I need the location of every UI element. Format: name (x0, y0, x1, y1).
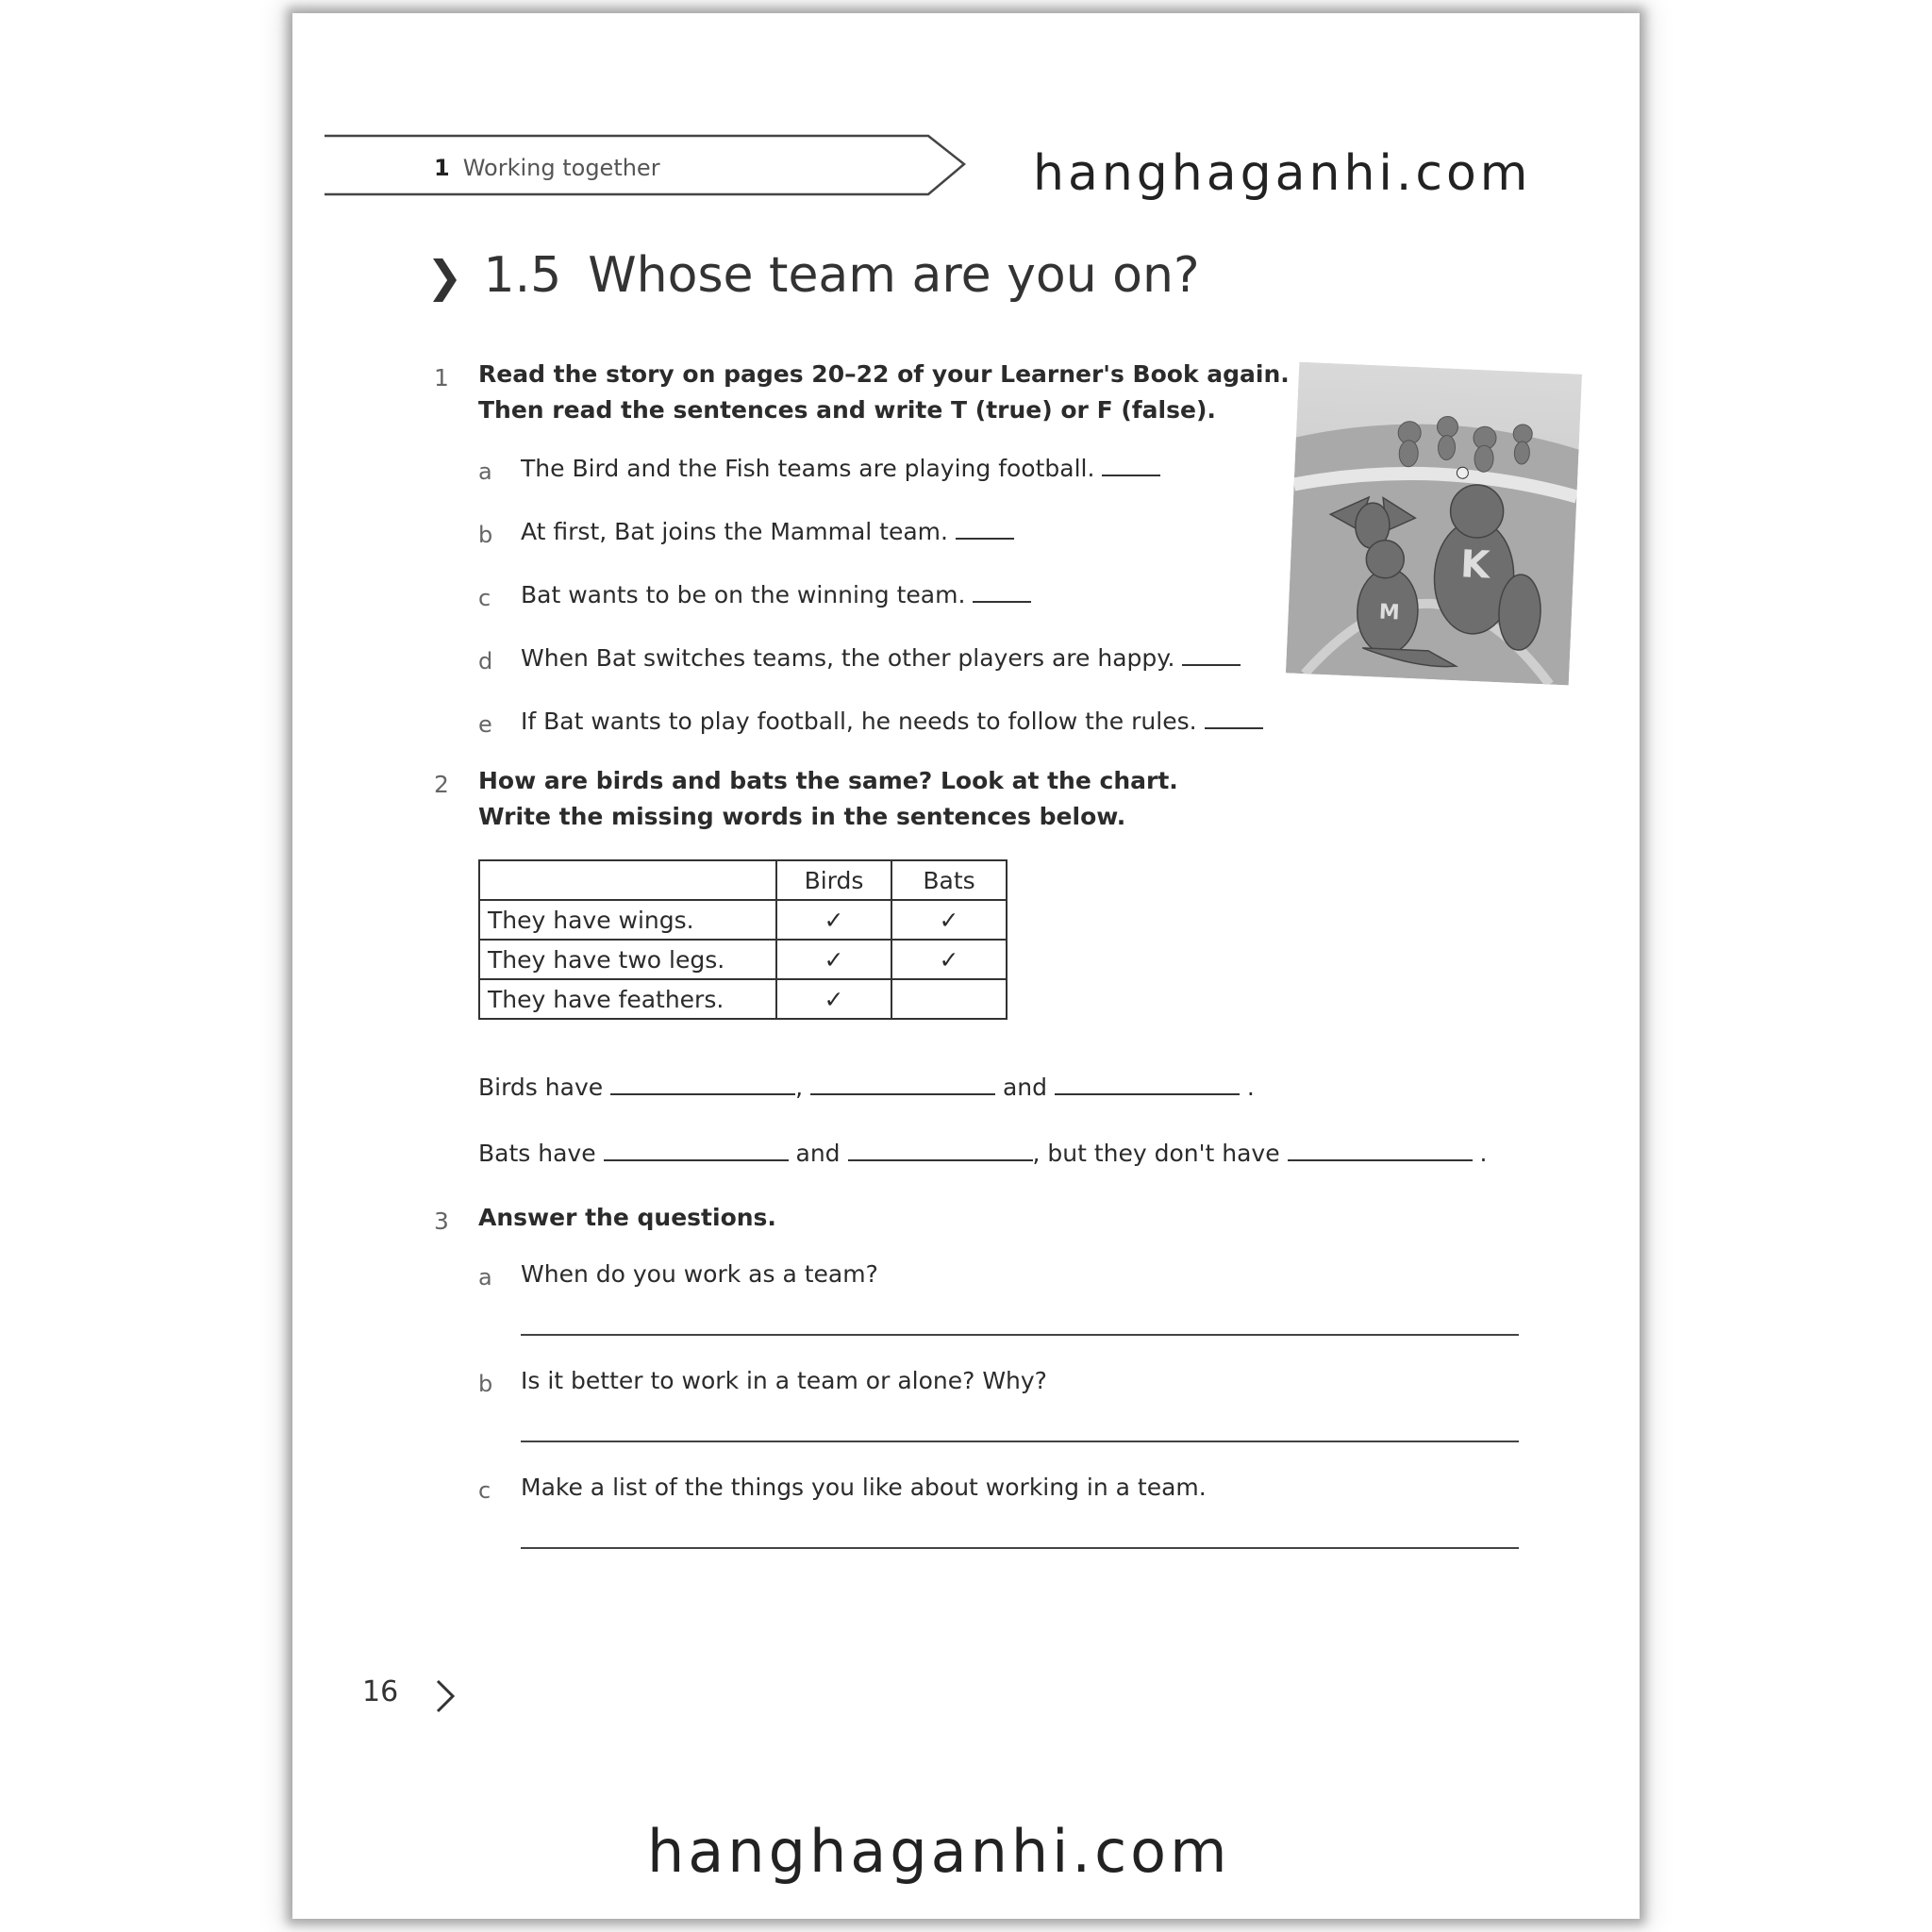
table-cell-empty (891, 979, 1007, 1019)
q3-item-letter: b (478, 1371, 493, 1397)
q1-item-a-text: The Bird and the Fish teams are playing football. (521, 455, 1095, 482)
table-cell: They have wings. (479, 900, 776, 940)
svg-text:M: M (1378, 600, 1401, 625)
q1-item-letter: b (478, 522, 493, 548)
answer-blank[interactable] (1055, 1091, 1240, 1095)
table-cell: They have feathers. (479, 979, 776, 1019)
sentence-text: . (1246, 1074, 1255, 1101)
q3-item-letter: a (478, 1264, 492, 1291)
check-icon: ✓ (776, 900, 891, 940)
q1-item-letter: d (478, 648, 493, 675)
q1-item-b-text: At first, Bat joins the Mammal team. (521, 518, 948, 545)
q1-item-c-text: Bat wants to be on the winning team. (521, 581, 966, 608)
answer-blank[interactable] (610, 1091, 795, 1095)
story-illustration (1286, 362, 1582, 686)
q1-item-e-text: If Bat wants to play football, he needs to follow the rules. (521, 708, 1197, 735)
table-row (479, 940, 1007, 979)
svg-text:K: K (1459, 542, 1491, 588)
q2-sentence-birds (478, 1074, 1255, 1101)
answer-blank[interactable] (810, 1091, 995, 1095)
watermark-top: hanghaganhi.com (1033, 145, 1532, 202)
sentence-text: and (1002, 1074, 1047, 1101)
unit-number: 1 (434, 155, 450, 181)
q1-item-letter: e (478, 711, 492, 738)
q2-sentence-bats (478, 1140, 1487, 1167)
table-row (479, 900, 1007, 940)
q1-instruction (478, 357, 1290, 428)
q1-item-letter: a (478, 458, 492, 485)
q2-line1: How are birds and bats the same? Look at the chart. (478, 767, 1178, 794)
lesson-title-text: Whose team are you on? (588, 247, 1200, 304)
answer-blank[interactable] (848, 1158, 1033, 1161)
q1-line1: Read the story on pages 20–22 of your Learner's Book again. (478, 360, 1290, 388)
sentence-text: , (795, 1074, 804, 1101)
unit-title: Working together (462, 155, 660, 181)
q3-number: 3 (434, 1208, 449, 1235)
sentence-text: and (795, 1140, 841, 1167)
q3-item-letter: c (478, 1477, 491, 1504)
q1-item-e (521, 708, 1263, 735)
q1-line2: Then read the sentences and write T (true) or F (false). (478, 396, 1216, 424)
sentence-text: Bats have (478, 1140, 596, 1167)
answer-line[interactable] (521, 1441, 1519, 1442)
chevron-right-icon (434, 1677, 457, 1715)
q2-line2: Write the missing words in the sentences below. (478, 803, 1126, 830)
answer-blank[interactable] (1288, 1158, 1473, 1161)
q1-item-c (521, 581, 1031, 608)
table-cell: They have two legs. (479, 940, 776, 979)
chevron-right-icon: ❯ (426, 251, 463, 302)
table-header-row (479, 860, 1007, 900)
q3-item-a: When do you work as a team? (521, 1260, 878, 1288)
table-header-cell: Bats (891, 860, 1007, 900)
q1-number: 1 (434, 364, 449, 391)
answer-line[interactable] (521, 1547, 1519, 1549)
answer-blank[interactable] (1182, 662, 1241, 666)
table-header-cell: Birds (776, 860, 891, 900)
page-number: 16 (362, 1675, 399, 1708)
answer-blank[interactable] (1205, 725, 1263, 729)
answer-blank[interactable] (973, 599, 1031, 603)
check-icon: ✓ (891, 940, 1007, 979)
birds-bats-chart (478, 859, 1008, 1020)
sentence-text: . (1479, 1140, 1488, 1167)
q1-item-letter: c (478, 585, 491, 611)
answer-line[interactable] (521, 1334, 1519, 1336)
sentence-text: , but they don't have (1032, 1140, 1280, 1167)
q1-item-d-text: When Bat switches teams, the other players are happy. (521, 644, 1175, 672)
check-icon: ✓ (891, 900, 1007, 940)
q3-instruction: Answer the questions. (478, 1204, 776, 1231)
q2-number: 2 (434, 771, 449, 798)
worksheet-page (292, 13, 1640, 1919)
q1-item-b (521, 518, 1014, 545)
lesson-title (426, 247, 1200, 304)
q1-item-a (521, 455, 1160, 482)
q3-item-b: Is it better to work in a team or alone? Why? (521, 1367, 1047, 1394)
table-row (479, 979, 1007, 1019)
check-icon: ✓ (776, 940, 891, 979)
check-icon: ✓ (776, 979, 891, 1019)
answer-blank[interactable] (1102, 473, 1160, 476)
sentence-text: Birds have (478, 1074, 604, 1101)
answer-blank[interactable] (956, 536, 1014, 540)
watermark-bottom: hanghaganhi.com (647, 1817, 1231, 1886)
table-header-cell (479, 860, 776, 900)
lesson-number: 1.5 (483, 247, 562, 304)
q2-instruction (478, 763, 1178, 835)
q1-item-d (521, 644, 1241, 672)
answer-blank[interactable] (604, 1158, 789, 1161)
q3-item-c: Make a list of the things you like about working in a team. (521, 1474, 1207, 1501)
unit-header-label (434, 155, 660, 181)
